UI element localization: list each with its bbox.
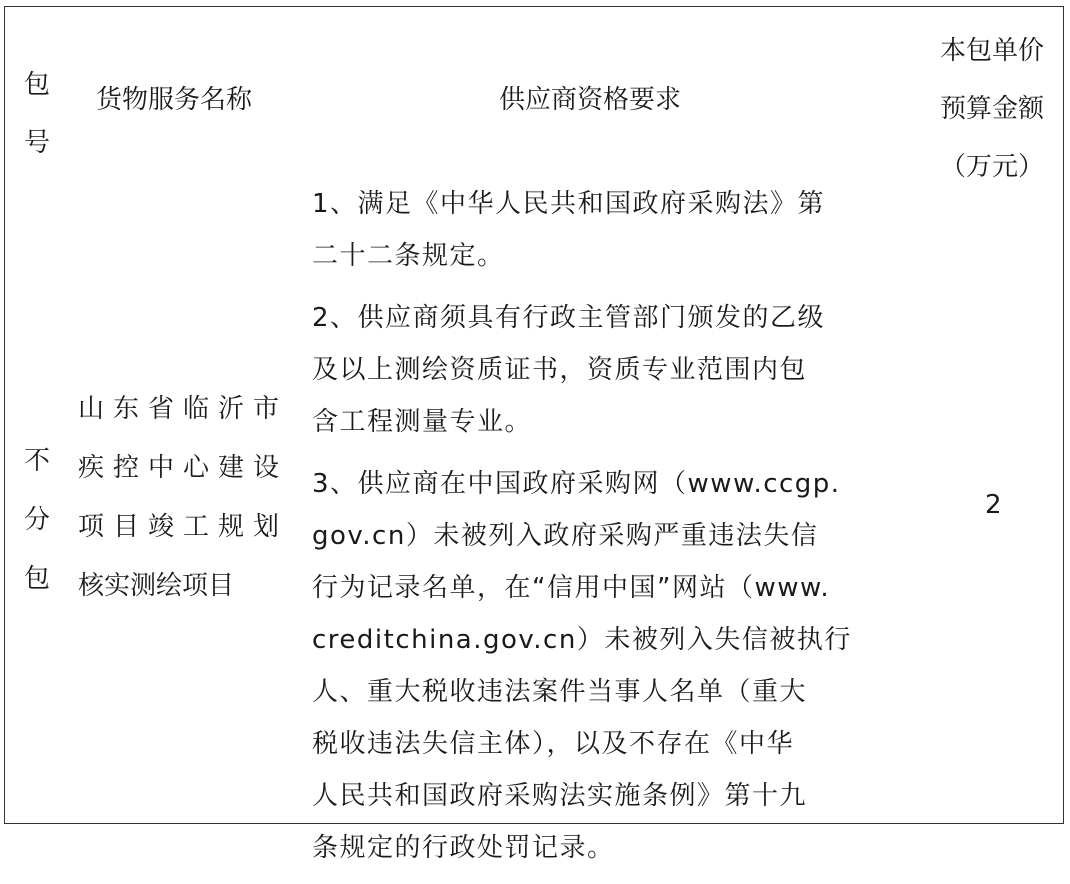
header-budget-amount: 本包单价 预算金额 （万元） (939, 36, 1044, 182)
header-package-number: 包 号 (24, 70, 51, 158)
requirement-2: 2、供应商须具有行政主管部门颁发的乙级 及以上测绘资质证书，资质专业范围内包 含工程测量专业。 (312, 303, 826, 437)
requirement-1: 1、满足《中华人民共和国政府采购法》第 二十二条规定。 (312, 189, 826, 271)
requirement-3: 3、供应商在中国政府采购网（www.ccgp. gov.cn）未被列入政府采购严重违法失信 行为记录名单，在“信用中国”网站（www. creditchina.gov.cn）未被列入失信被执行 人、重大税收违法案件当事人名单（重大 税收违法失信主体），以及不存在《中华 人民共和国政府采购法实施条例》第十九 条规定的行政处罚记录。 (312, 469, 852, 863)
cell-budget-amount: 2 (985, 490, 1002, 520)
cell-requirements (312, 178, 916, 884)
header-supplier-requirements: 供应商资格要求 (499, 85, 682, 115)
cell-package-number: 不 分 包 (24, 446, 51, 594)
header-goods-service-name: 货物服务名称 (96, 85, 253, 115)
cell-project-name: 山东省临沂市 疾控中心建设 项目竣工规划 核实测绘项目 (78, 394, 289, 601)
